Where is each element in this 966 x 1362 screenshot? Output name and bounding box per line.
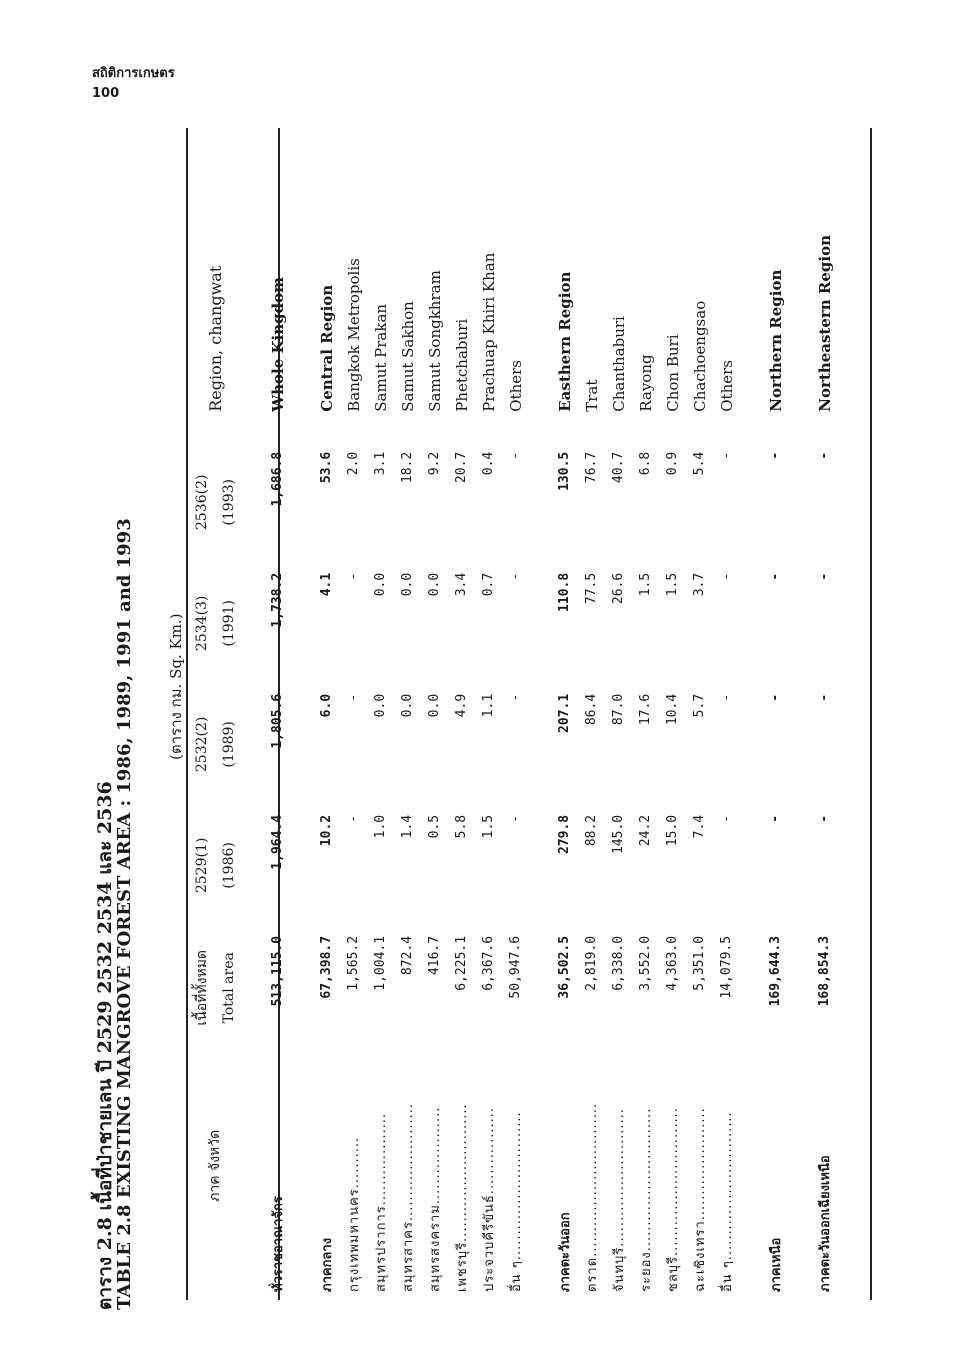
cell-1991: 1.5 <box>638 572 653 597</box>
cell-total: 4,363.0 <box>665 935 680 991</box>
cell-1989: 6.0 <box>319 693 334 718</box>
cell-total: 36,502.5 <box>557 935 572 999</box>
row-label-th: กรุงเทพมหานคร.......... <box>347 1136 362 1292</box>
cell-total: 6,225.1 <box>454 935 469 991</box>
cell-1986: - <box>817 814 832 823</box>
cell-1986: 1.4 <box>400 814 415 839</box>
cell-1993: 1,686.8 <box>270 451 285 507</box>
col-header-1986: (1986) <box>220 842 237 889</box>
cell-1986: 0.5 <box>427 814 442 839</box>
cell-1991: - <box>346 572 361 581</box>
spacer <box>740 128 762 1300</box>
row-label-en: Prachuap Khiri Khan <box>479 252 498 412</box>
cell-total: 2,819.0 <box>584 935 599 991</box>
cell-total: 416.7 <box>427 935 442 976</box>
row-label-th: จันทบุรี........................... <box>612 1108 627 1292</box>
cell-total: 1,004.1 <box>373 935 388 991</box>
table-row <box>551 128 578 1300</box>
cell-1991: 0.0 <box>400 572 415 597</box>
cell-1986: 88.2 <box>584 814 599 847</box>
row-label-en: Whole Kingdom <box>268 277 287 412</box>
col-header-1993: (1993) <box>220 479 237 526</box>
cell-1989: 87.0 <box>611 693 626 726</box>
row-label-th: อื่น ๆ............................. <box>509 1111 524 1292</box>
cell-1991: 3.4 <box>454 572 469 597</box>
cell-1989: 5.7 <box>692 693 707 718</box>
title-english: TABLE 2.8 EXISTING MANGROVE FOREST AREA : 1986, 1989, 1991 and 1993 <box>114 518 135 1310</box>
cell-1986: 279.8 <box>557 814 572 855</box>
row-label-en: Rayong <box>636 354 655 412</box>
cell-total: 513,115.0 <box>270 935 285 1007</box>
cell-1993: 40.7 <box>611 451 626 484</box>
row-label-th: ภาคตะวันออก <box>558 1212 573 1292</box>
col-header-total-en: Total area <box>220 952 237 1024</box>
cell-1986: 1.5 <box>481 814 496 839</box>
cell-1986: 1.0 <box>373 814 388 839</box>
cell-1991: - <box>719 572 734 581</box>
row-label-th: ระยอง............................ <box>639 1107 654 1292</box>
cell-1986: 5.8 <box>454 814 469 839</box>
cell-total: 67,398.7 <box>319 935 334 999</box>
cell-1991: 26.6 <box>611 572 626 605</box>
cell-total: 5,351.0 <box>692 935 707 991</box>
cell-1986: 1,964.4 <box>270 814 285 870</box>
row-label-en: Phetchaburi <box>452 318 471 412</box>
row-label-en: Samut Prakan <box>371 303 390 412</box>
row-label-th: สมุทรปราการ.................. <box>374 1112 389 1292</box>
col-header-2532: 2532(2) <box>193 716 210 773</box>
cell-1993: 5.4 <box>692 451 707 476</box>
row-label-en: Central Region <box>317 284 336 412</box>
row-label-en: Samut Sakhon <box>398 301 417 412</box>
cell-1986: 7.4 <box>692 814 707 839</box>
row-label-th: อื่น ๆ............................. <box>720 1111 735 1292</box>
row-label-en: Others <box>506 360 525 412</box>
row-label-en: Chon Buri <box>663 334 682 412</box>
row-label-en: Chachoengsao <box>690 300 709 412</box>
page-header <box>92 64 175 104</box>
cell-1989: 0.0 <box>400 693 415 718</box>
cell-1991: - <box>768 572 783 581</box>
unit-label: (ตาราง กม. Sq. Km.) <box>167 613 185 760</box>
row-label-en: Samut Songkhram <box>425 270 444 412</box>
cell-1989: - <box>719 693 734 702</box>
page-number: 100 <box>92 86 120 101</box>
table-row <box>264 128 291 1300</box>
cell-total: 872.4 <box>400 935 415 976</box>
col-header-thai: ภาค จังหวัด <box>207 1129 223 1202</box>
cell-1991: - <box>508 572 523 581</box>
row-label-en: Bangkok Metropolis <box>344 258 363 412</box>
table-row <box>367 128 394 1300</box>
cell-1989: 207.1 <box>557 693 572 733</box>
spacer <box>789 128 811 1300</box>
table-row <box>313 128 340 1300</box>
col-header-2529: 2529(1) <box>193 837 210 894</box>
cell-1986: 10.2 <box>319 814 334 847</box>
cell-1989: 1.1 <box>481 693 496 718</box>
row-label-en: Others <box>717 360 736 412</box>
table-row <box>394 128 421 1300</box>
table-row <box>578 128 605 1300</box>
journal-name: สถิติการเกษตร <box>92 66 175 81</box>
cell-1993: - <box>719 451 734 460</box>
cell-1989: 10.4 <box>665 693 680 726</box>
cell-1991: 1,738.2 <box>270 572 285 628</box>
cell-1991: 77.5 <box>584 572 599 605</box>
cell-1989: 86.4 <box>584 693 599 726</box>
rotated-table-page <box>80 120 880 1320</box>
cell-1993: 6.8 <box>638 451 653 476</box>
cell-1993: - <box>508 451 523 460</box>
row-label-en: Easthern Region <box>555 271 574 412</box>
cell-1989: - <box>508 693 523 702</box>
cell-1986: 24.2 <box>638 814 653 847</box>
table-row <box>762 128 789 1300</box>
spacer <box>291 128 313 1300</box>
row-label-th: ทั่วราชอาณาจักร <box>271 1196 286 1292</box>
table-row <box>475 128 502 1300</box>
row-label-en: Northeastern Region <box>815 234 834 412</box>
cell-1986: - <box>719 814 734 823</box>
spacer <box>242 128 264 1300</box>
col-header-total-th: เนื้อที่ทั้งหมด <box>193 949 210 1026</box>
cell-1986: 145.0 <box>611 814 626 855</box>
cell-total: 50,947.6 <box>508 935 523 999</box>
cell-1993: 9.2 <box>427 451 442 476</box>
cell-1991: 0.0 <box>427 572 442 597</box>
row-label-th: ฉะเชิงเทรา...................... <box>693 1107 708 1292</box>
table-row <box>605 128 632 1300</box>
row-label-th: ภาคตะวันออกเฉียงเหนือ <box>818 1155 833 1292</box>
col-header-1989: (1989) <box>220 721 237 768</box>
table-row <box>713 128 740 1300</box>
cell-total: 6,338.0 <box>611 935 626 991</box>
cell-1991: 0.7 <box>481 572 496 597</box>
row-label-th: ตราด.............................. <box>585 1102 600 1292</box>
cell-1993: 20.7 <box>454 451 469 484</box>
cell-1993: 0.4 <box>481 451 496 476</box>
col-header-2534: 2534(3) <box>193 595 210 652</box>
cell-total: 6,367.6 <box>481 935 496 991</box>
table-row <box>421 128 448 1300</box>
table-row <box>811 128 838 1300</box>
cell-1991: 110.8 <box>557 572 572 612</box>
table-row <box>686 128 713 1300</box>
cell-1989: 17.6 <box>638 693 653 726</box>
cell-1993: 76.7 <box>584 451 599 484</box>
table-row <box>502 128 529 1300</box>
col-header-1991: (1991) <box>220 600 237 647</box>
mangrove-table <box>188 128 838 1300</box>
cell-1993: 3.1 <box>373 451 388 476</box>
cell-1989: 1,805.6 <box>270 693 285 749</box>
cell-1993: 0.9 <box>665 451 680 476</box>
cell-1991: 4.1 <box>319 572 334 597</box>
cell-total: 169,644.3 <box>768 935 783 1007</box>
cell-1986: - <box>768 814 783 823</box>
cell-1993: - <box>817 451 832 460</box>
cell-1989: 0.0 <box>373 693 388 718</box>
cell-1993: 18.2 <box>400 451 415 484</box>
cell-total: 168,854.3 <box>817 935 832 1007</box>
row-label-th: ชลบุรี............................. <box>666 1107 681 1292</box>
row-label-th: ภาคเหนือ <box>769 1237 784 1292</box>
cell-1989: 4.9 <box>454 693 469 718</box>
cell-1991: 3.7 <box>692 572 707 597</box>
row-label-th: สมุทรสงคราม................... <box>428 1106 443 1292</box>
cell-1993: - <box>768 451 783 460</box>
cell-total: 14,079.5 <box>719 935 734 999</box>
col-header-2536: 2536(2) <box>193 474 210 531</box>
table-row <box>340 128 367 1300</box>
row-label-en: Trat <box>582 379 601 412</box>
header-row-1 <box>188 128 215 1300</box>
row-label-th: เพชรบุรี........................... <box>455 1103 470 1292</box>
cell-1986: 15.0 <box>665 814 680 847</box>
cell-1991: 0.0 <box>373 572 388 597</box>
title-thai: ตาราง 2.8 เนื้อที่ป่าชายเลน ปี 2529 2532 2534 และ 2536 <box>94 781 116 1310</box>
cell-1989: - <box>768 693 783 702</box>
cell-1993: 53.6 <box>319 451 334 484</box>
row-label-en: Northern Region <box>766 269 785 412</box>
cell-1989: - <box>817 693 832 702</box>
row-label-th: ภาคกลาง <box>320 1237 335 1292</box>
bottom-rule <box>870 128 872 1300</box>
row-label-th: สมุทรสาคร....................... <box>401 1102 416 1292</box>
row-label-th: ประจวบคีรีขันธ์................. <box>482 1106 497 1292</box>
cell-1991: 1.5 <box>665 572 680 597</box>
cell-1986: - <box>346 814 361 823</box>
table-row <box>659 128 686 1300</box>
cell-total: 3,552.0 <box>638 935 653 991</box>
cell-1989: - <box>346 693 361 702</box>
cell-1986: - <box>508 814 523 823</box>
cell-1991: - <box>817 572 832 581</box>
table-row <box>632 128 659 1300</box>
table-row <box>448 128 475 1300</box>
col-header-english: Region, changwat <box>205 265 225 412</box>
cell-total: 1,565.2 <box>346 935 361 991</box>
spacer <box>529 128 551 1300</box>
row-label-en: Chanthaburi <box>609 316 628 412</box>
cell-1989: 0.0 <box>427 693 442 718</box>
cell-1993: 2.0 <box>346 451 361 476</box>
cell-1993: 130.5 <box>557 451 572 491</box>
